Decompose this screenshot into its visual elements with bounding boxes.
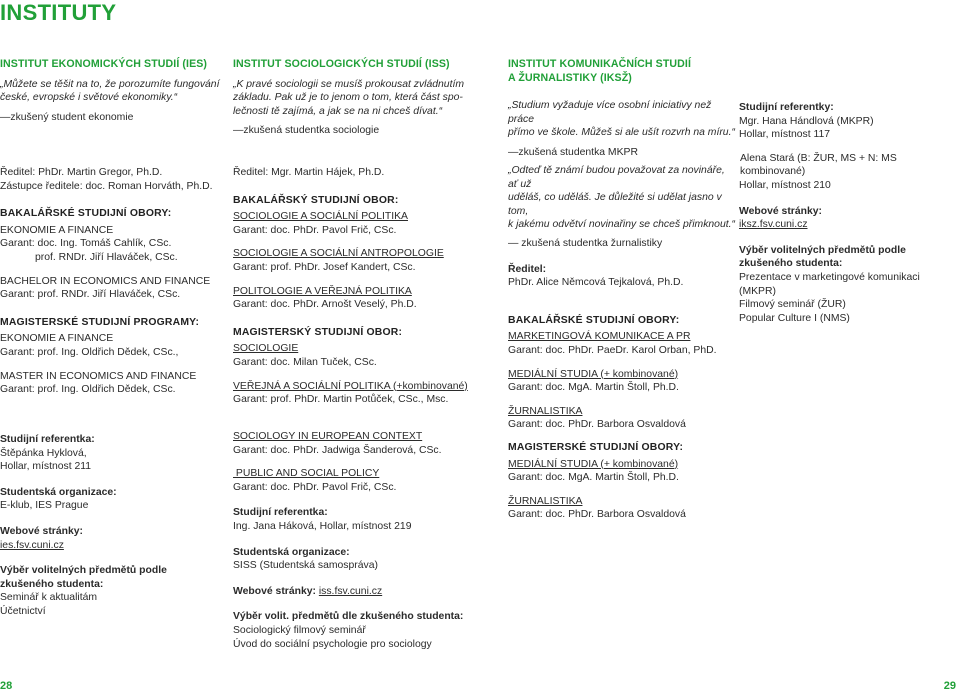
- ies-bachelor-program-1: EKONOMIE A FINANCE: [0, 224, 114, 236]
- ies-column: [0, 58, 225, 124]
- iss-master-heading: MAGISTERSKÝ STUDIJNÍ OBOR:: [233, 326, 403, 338]
- ies-org: E-klub, IES Prague: [0, 500, 89, 512]
- iss-bachelor-guarantor-2: Garant: prof. PhDr. Josef Kandert, CSc.: [233, 261, 416, 273]
- iksz-master: [508, 441, 736, 522]
- iss-quote-line-1: „K pravé sociologii se musíš prokousat zvládnutím: [233, 78, 465, 90]
- iss-referent: Ing. Jana Háková, Hollar, místnost 219: [233, 520, 412, 532]
- iss-contact: [233, 430, 493, 651]
- ies-referent-label: Studijní referentka:: [0, 434, 95, 445]
- ies-master-guarantor-2: Garant: prof. Ing. Oldřich Dědek, CSc.: [0, 384, 176, 396]
- iss-bachelor-heading: BAKALÁŘSKÝ STUDIJNÍ OBOR:: [233, 194, 399, 206]
- iksz-quote2-line-2: uděláš, co uděláš. Je důležité si udělat jasno v tom,: [508, 192, 722, 217]
- iksz-elective-2: Filmový seminář (ŽUR): [739, 299, 846, 311]
- iksz-column: [508, 58, 736, 160]
- iksz-bachelor-guarantor-1: Garant: doc. PhDr. PaeDr. Karol Orban, PhD.: [508, 344, 717, 356]
- iksz-master-program-1[interactable]: MEDIÁLNÍ STUDIA (+ kombinované): [508, 458, 679, 470]
- ies-referent-name: Štěpánka Hyklová,: [0, 447, 87, 459]
- iksz-details: [508, 164, 736, 432]
- iss-master-program-2[interactable]: VEŘEJNÁ A SOCIÁLNÍ POLITIKA (+kombinované): [233, 380, 468, 392]
- iss-quote-author: —zkušená studentka sociologie: [233, 125, 380, 137]
- iksz-quote2-line-1: „Odteď tě známí budou považovat za novináře, ať už: [508, 165, 725, 190]
- ies-contact: [0, 433, 225, 619]
- iksz-master-guarantor-1: Garant: doc. MgA. Martin Štoll, Ph.D.: [508, 472, 679, 484]
- iksz-side: [739, 101, 959, 325]
- iksz-title-line-1: INSTITUT KOMUNIKAČNÍCH STUDIÍ: [508, 58, 691, 70]
- iksz-web-link[interactable]: iksz.fsv.cuni.cz: [739, 219, 808, 231]
- ies-bachelor-guarantor-1: Garant: doc. Ing. Tomáš Cahlík, CSc.: [0, 238, 172, 250]
- iksz-elective-label-2: zkušeného studenta:: [739, 258, 843, 270]
- iksz-quote1-line-1: „Studium vyžaduje více osobní iniciativy než práce: [508, 100, 712, 125]
- iksz-quote2-line-3: k jakému odvětví novinařiny se chceš přimknout.“: [508, 219, 735, 231]
- ies-elective-label-1: Výběr volitelných předmětů podle: [0, 565, 167, 577]
- ies-bachelor-guarantor-1b: prof. RNDr. Jiří Hlaváček, CSc.: [35, 251, 178, 263]
- iss-column: [233, 58, 493, 138]
- iksz-referent-1: Mgr. Hana Hándlová (MKPR): [739, 115, 874, 127]
- iksz-referent-4: Hollar, místnost 210: [739, 179, 831, 191]
- page-number-right: 29: [943, 680, 956, 692]
- iksz-web-label: Webové stránky:: [739, 205, 822, 217]
- iss-details: [233, 166, 493, 407]
- iss-web-row: [233, 585, 493, 599]
- ies-title: INSTITUT EKONOMICKÝCH STUDIÍ (IES): [0, 58, 208, 70]
- ies-elective-2: Účetnictví: [0, 605, 46, 617]
- iksz-quote2-author: — zkušená studentka žurnalistiky: [508, 237, 663, 249]
- ies-elective-1: Seminář k aktualitám: [0, 592, 98, 604]
- ies-bachelor-program-2: BACHELOR IN ECONOMICS AND FINANCE: [0, 275, 211, 287]
- ies-quote-line-2: české, evropské i světové ekonomiky.“: [0, 92, 178, 104]
- iksz-bachelor-program-3[interactable]: ŽURNALISTIKA: [508, 405, 583, 417]
- iss-quote-line-2: základu. Pak už je to jenom o tom, která část spo-: [233, 92, 463, 104]
- iss-quote-line-3: lečnosti tě zajímá, a jak se na ni chceš dívat.“: [233, 105, 443, 117]
- iss-master-program-3[interactable]: SOCIOLOGY IN EUROPEAN CONTEXT: [233, 431, 423, 442]
- iksz-master-heading: MAGISTERSKÉ STUDIJNÍ OBORY:: [508, 442, 684, 453]
- ies-referent-room: Hollar, místnost 211: [0, 461, 92, 473]
- iss-master-guarantor-3: Garant: doc. PhDr. Jadwiga Šanderová, CSc.: [233, 444, 442, 456]
- iss-bachelor-guarantor-1: Garant: doc. PhDr. Pavol Frič, CSc.: [233, 224, 397, 236]
- page-number-left: 28: [0, 680, 13, 692]
- iss-director: Ředitel: Mgr. Martin Hájek, Ph.D.: [233, 167, 385, 178]
- iksz-referent-2: Hollar, místnost 117: [739, 129, 831, 141]
- iss-master-guarantor-1: Garant: doc. Milan Tuček, CSc.: [233, 356, 377, 368]
- iksz-bachelor-program-2[interactable]: MEDIÁLNÍ STUDIA (+ kombinované): [508, 368, 679, 380]
- ies-master-heading: MAGISTERSKÉ STUDIJNÍ PROGRAMY:: [0, 316, 200, 328]
- iksz-quote1-author: —zkušená studentka MKPR: [508, 146, 638, 158]
- iksz-master-guarantor-2: Garant: doc. PhDr. Barbora Osvaldová: [508, 509, 686, 521]
- ies-details: [0, 166, 225, 397]
- ies-bachelor-guarantor-2: Garant: prof. RNDr. Jiří Hlaváček, CSc.: [0, 289, 181, 301]
- iksz-referent-3: Alena Stará (B: ŽUR, MS + N: MS kombinované): [740, 152, 897, 178]
- ies-org-label: Studentská organizace:: [0, 486, 117, 498]
- iss-referent-label: Studijní referentka:: [233, 507, 328, 519]
- iksz-quote1-line-2: přímo ve škole. Můžeš si ale ušít rozvrh na míru.“: [508, 127, 735, 139]
- iss-master-program-1[interactable]: SOCIOLOGIE: [233, 343, 299, 355]
- ies-master-program-1: EKONOMIE A FINANCE: [0, 333, 114, 345]
- ies-bachelor-heading: BAKALÁŘSKÉ STUDIJNÍ OBORY:: [0, 208, 172, 220]
- iksz-elective-1: Prezentace v marketingové komunikaci (MKPR): [739, 271, 920, 297]
- iksz-title-line-2: A ŽURNALISTIKY (IKSŽ): [508, 71, 632, 84]
- iksz-director: PhDr. Alice Němcová Tejkalová, Ph.D.: [508, 277, 684, 289]
- iss-bachelor-program-1[interactable]: SOCIOLOGIE A SOCIÁLNÍ POLITIKA: [233, 211, 408, 223]
- iksz-bachelor-guarantor-3: Garant: doc. PhDr. Barbora Osvaldová: [508, 419, 686, 431]
- iksz-elective-label-1: Výběr volitelných předmětů podle: [739, 244, 906, 256]
- iss-elective-1: Sociologický filmový seminář: [233, 624, 366, 636]
- iss-bachelor-guarantor-3: Garant: doc. PhDr. Arnošt Veselý, Ph.D.: [233, 299, 417, 311]
- iss-org: SISS (Studentská samospráva): [233, 560, 378, 572]
- iss-org-label: Studentská organizace:: [233, 546, 350, 558]
- iss-bachelor-program-3[interactable]: POLITOLOGIE A VEŘEJNÁ POLITIKA: [233, 285, 412, 297]
- ies-quote-line-1: „Můžete se těšit na to, že porozumíte fungování: [0, 78, 220, 90]
- iksz-master-program-2[interactable]: ŽURNALISTIKA: [508, 495, 583, 507]
- iksz-director-label: Ředitel:: [508, 263, 547, 275]
- page-title: INSTITUTY: [0, 0, 117, 25]
- ies-deputy: Zástupce ředitele: doc. Roman Horváth, Ph.D.: [0, 180, 213, 192]
- iss-bachelor-program-2[interactable]: SOCIOLOGIE A SOCIÁLNÍ ANTROPOLOGIE: [233, 248, 444, 260]
- iss-web-link[interactable]: iss.fsv.cuni.cz: [318, 585, 383, 597]
- iss-web-label: Webové stránky:: [233, 585, 316, 597]
- iksz-referent-label: Studijní referentky:: [739, 102, 834, 113]
- ies-master-program-2: MASTER IN ECONOMICS AND FINANCE: [0, 370, 197, 382]
- ies-web-label: Webové stránky:: [0, 525, 83, 537]
- iss-master-guarantor-2: Garant: prof. PhDr. Martin Potůček, CSc., Msc.: [233, 394, 449, 406]
- iss-master-program-4[interactable]: PUBLIC AND SOCIAL POLICY: [233, 468, 380, 480]
- iss-elective-2: Úvod do sociální psychologie pro sociology: [233, 638, 432, 650]
- iksz-elective-3: Popular Culture I (NMS): [739, 312, 850, 324]
- ies-web-link[interactable]: ies.fsv.cuni.cz: [0, 539, 64, 551]
- ies-director: Ředitel: PhDr. Martin Gregor, Ph.D.: [0, 167, 163, 178]
- iksz-bachelor-program-1[interactable]: MARKETINGOVÁ KOMUNIKACE A PR: [508, 331, 691, 343]
- ies-quote-author: —zkušený student ekonomie: [0, 111, 134, 123]
- ies-elective-label-2: zkušeného studenta:: [0, 578, 104, 590]
- iss-master-guarantor-4: Garant: doc. PhDr. Pavol Frič, CSc.: [233, 481, 397, 493]
- iksz-bachelor-guarantor-2: Garant: doc. MgA. Martin Štoll, Ph.D.: [508, 382, 679, 394]
- iss-elective-label: Výběr volit. předmětů dle zkušeného studenta:: [233, 611, 464, 623]
- ies-master-guarantor-1: Garant: prof. Ing. Oldřich Dědek, CSc.,: [0, 346, 179, 358]
- iss-title: INSTITUT SOCIOLOGICKÝCH STUDIÍ (ISS): [233, 58, 450, 70]
- iksz-bachelor-heading: BAKALÁŘSKÉ STUDIJNÍ OBORY:: [508, 314, 680, 326]
